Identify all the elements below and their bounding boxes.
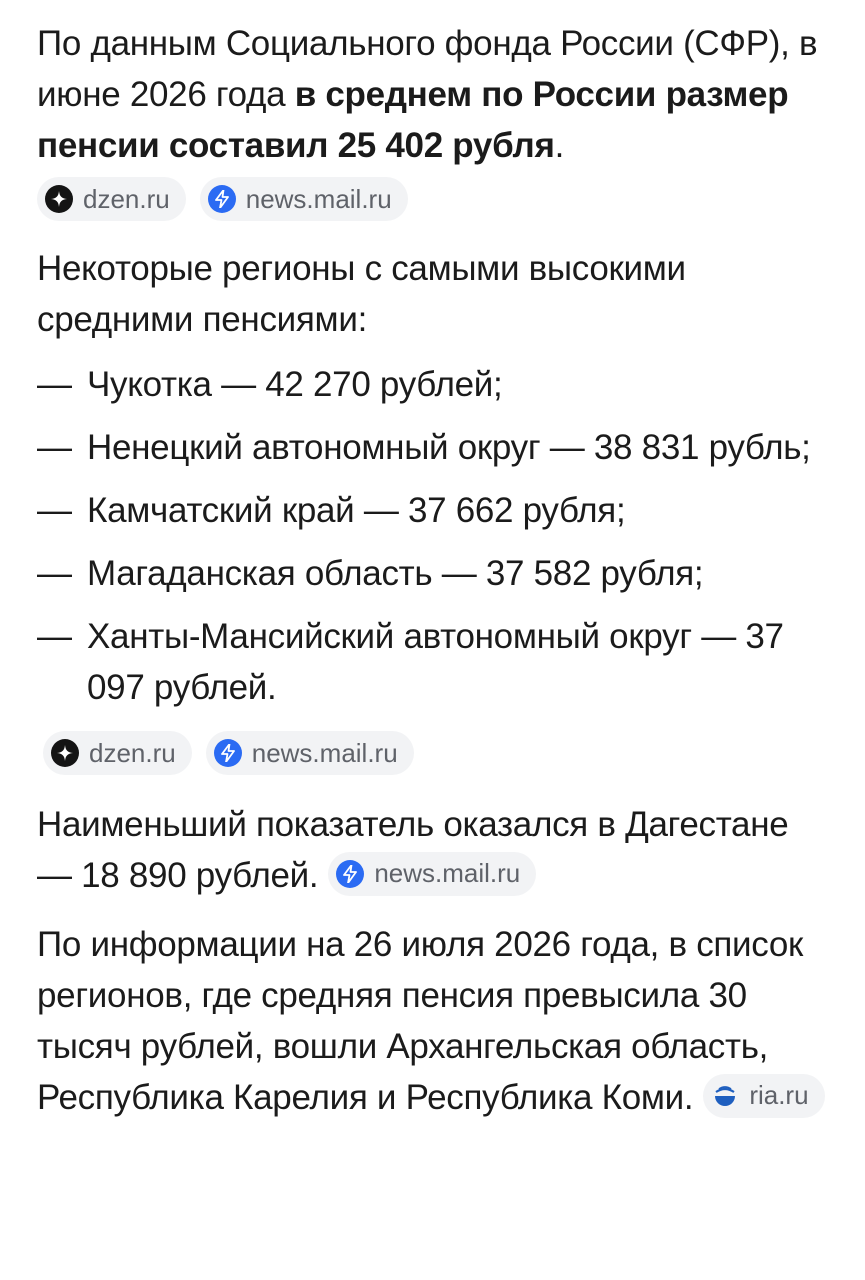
list-item: — Магаданская область — 37 582 рубля; [37, 548, 825, 599]
paragraph-regions-intro: Некоторые регионы с самыми высокими средними пенсиями: [37, 249, 686, 339]
source-chip-news-mail[interactable] [206, 731, 414, 775]
paragraph-text-end: . [554, 126, 565, 165]
dash-marker: — [37, 554, 72, 593]
paragraph-lowest: Наименьший показатель оказался в Дагестане — 18 890 рублей. news.mail.ru [37, 799, 825, 901]
list-item: — Чукотка — 42 270 рублей; [37, 359, 825, 410]
source-label: news.mail.ru [245, 183, 392, 214]
dash-marker: — [37, 365, 72, 404]
lightning-icon [336, 860, 364, 888]
highlighted-text: в среднем по России размер пенсии составил 25 402 рубля [37, 75, 789, 165]
dzen-icon [51, 739, 79, 767]
source-label: ria.ru [749, 1080, 809, 1111]
paragraph-average-pension [37, 18, 825, 171]
list-item: — Ненецкий автономный округ — 38 831 рубль; [37, 422, 825, 473]
source-chip-ria[interactable] [703, 1074, 824, 1118]
source-chip-news-mail[interactable] [328, 852, 536, 896]
source-chip-news-mail[interactable] [200, 177, 408, 221]
dzen-icon [45, 185, 73, 213]
source-label: news.mail.ru [251, 737, 398, 768]
source-chip-dzen[interactable] [37, 177, 186, 221]
dash-marker: — [37, 491, 72, 530]
source-label: dzen.ru [83, 183, 170, 214]
ria-icon [711, 1082, 739, 1110]
paragraph-regions-over-30k: По информации на 26 июля 2026 года, в список регионов, где средняя пенсия превысила 30 тысяч рублей, вошли Архангельская область, Республика Карелия и Республика Коми. ria.ru [37, 919, 825, 1123]
paragraph-text: По данным Социального фонда России (СФР), в июне 2026 года [37, 24, 818, 114]
source-label: dzen.ru [89, 737, 176, 768]
lightning-icon [214, 739, 242, 767]
source-chip-dzen[interactable] [43, 731, 192, 775]
dash-marker: — [37, 428, 72, 467]
list-item: — Ханты-Мансийский автономный округ — 37 097 рублей. [37, 611, 825, 713]
lightning-icon [208, 185, 236, 213]
source-chips [37, 177, 825, 221]
dash-marker: — [37, 617, 72, 656]
list-item: — Камчатский край — 37 662 рубля; [37, 485, 825, 536]
source-label: news.mail.ru [374, 858, 521, 889]
regions-list [37, 359, 825, 713]
source-chips [37, 731, 825, 775]
